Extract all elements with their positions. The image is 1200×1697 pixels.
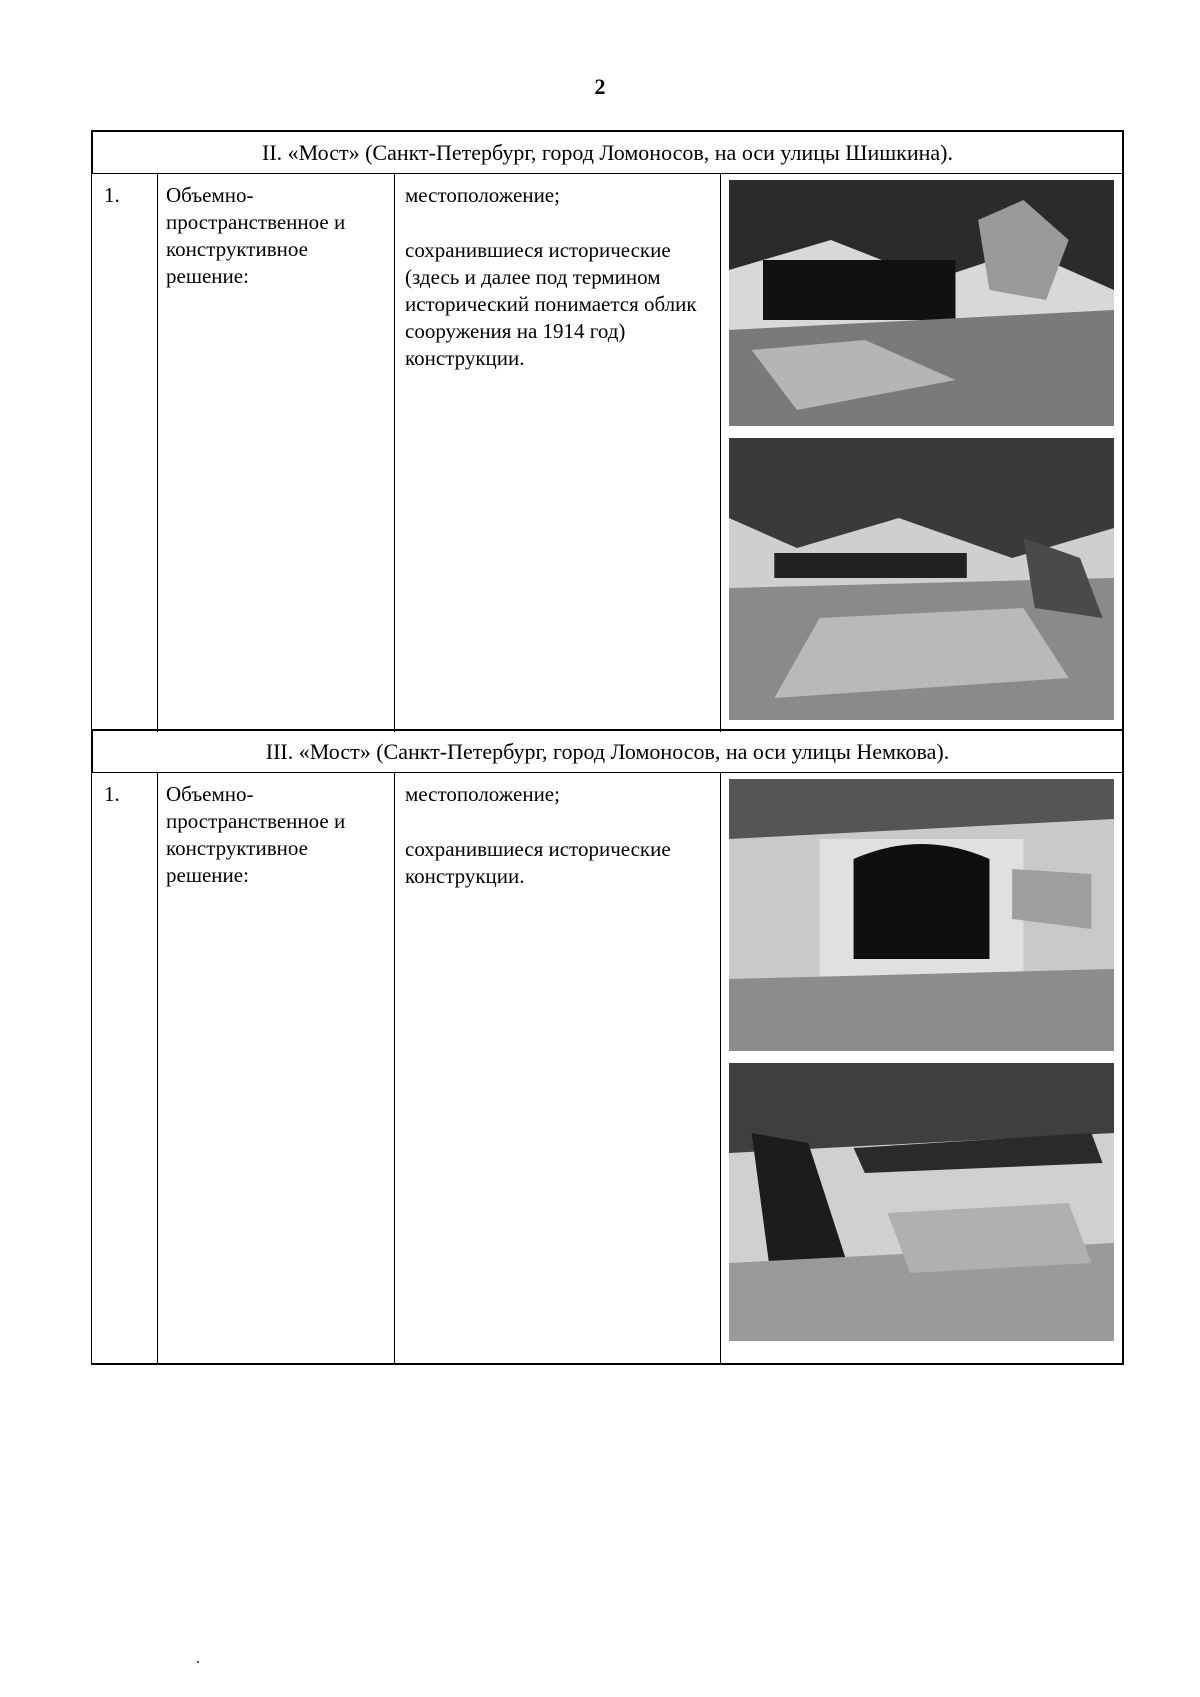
- bridge-photo: [729, 438, 1114, 720]
- description-structures: сохранившиеся исторические конструкции.: [405, 837, 671, 888]
- photo-column: [721, 773, 1122, 1363]
- bridge-photo: [729, 779, 1114, 1051]
- table-row: [91, 174, 1124, 730]
- page-number: 2: [594, 74, 606, 99]
- row-description: [395, 174, 721, 732]
- row-label: Объемно-пространственное и конструктивное решение:: [158, 773, 395, 1363]
- bridge-photo: [729, 180, 1114, 426]
- row-label: Объемно-пространственное и конструктивное решение:: [158, 174, 395, 732]
- photo-column: [721, 174, 1122, 732]
- bridge-photo: [729, 1063, 1114, 1341]
- row-number: 1.: [92, 773, 158, 1363]
- heritage-table: [91, 130, 1124, 1365]
- section-header-shishkina: II. «Мост» (Санкт-Петербург, город Ломоносов, на оси улицы Шишкина).: [91, 130, 1124, 174]
- section-header-nemkova: III. «Мост» (Санкт-Петербург, город Ломоносов, на оси улицы Немкова).: [91, 730, 1124, 773]
- scan-artifact: [197, 1661, 199, 1663]
- table-row: [91, 773, 1124, 1365]
- description-structures: сохранившиеся исторические (здесь и далее под термином исторический понимается облик сооружения на 1914 год) конструкции.: [405, 238, 697, 370]
- description-location: местоположение;: [405, 782, 560, 806]
- row-description: [395, 773, 721, 1363]
- description-location: местоположение;: [405, 183, 560, 207]
- row-number: 1.: [92, 174, 158, 732]
